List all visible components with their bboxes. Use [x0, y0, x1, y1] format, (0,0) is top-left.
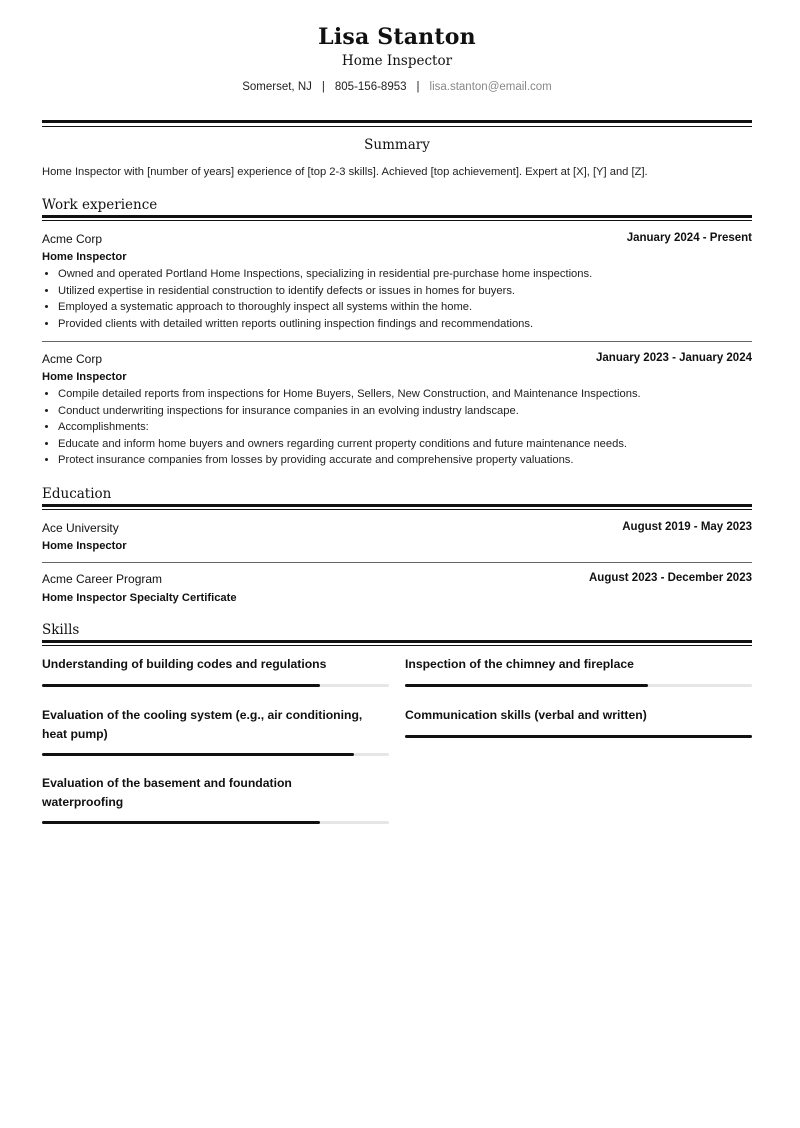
- education-heading: Education: [42, 486, 112, 502]
- contact-line: [42, 81, 752, 93]
- education-school: Ace University: [42, 521, 119, 535]
- list-item: • Owned and operated Portland Home Inspections, specializing in residential pre-purchase home inspections.: [58, 266, 752, 283]
- experience-divider-thick: [42, 215, 752, 218]
- candidate-name: Lisa Stanton: [318, 24, 476, 50]
- skill-level-fill: [42, 753, 354, 756]
- job-role: Home Inspector: [42, 371, 127, 383]
- summary-heading: Summary: [364, 137, 430, 153]
- skills-divider-thick: [42, 640, 752, 643]
- candidate-title: Home Inspector: [341, 53, 453, 69]
- skill-item: [405, 655, 752, 674]
- contact-separator: |: [321, 81, 325, 93]
- education-dates: August 2023 - December 2023: [589, 572, 752, 584]
- header-divider-thin: [42, 126, 752, 127]
- email-link[interactable]: lisa.stanton@email.com: [429, 81, 552, 93]
- skill-name: Inspection of the chimney and fireplace: [405, 657, 634, 671]
- skill-item: [42, 706, 389, 744]
- skill-item: [405, 706, 752, 725]
- skill-level-track: [405, 735, 752, 738]
- job-dates: January 2023 - January 2024: [596, 352, 752, 364]
- job-company: Acme Corp: [42, 232, 103, 246]
- contact-separator: |: [416, 81, 420, 93]
- job-bullets: [42, 266, 752, 332]
- skill-name: Understanding of building codes and regulations: [42, 657, 327, 671]
- skill-level-track: [42, 684, 389, 687]
- skill-name: Evaluation of the basement and foundation waterproofing: [42, 776, 292, 809]
- education-divider-thin: [42, 509, 752, 510]
- skill-level-track: [42, 821, 389, 824]
- skill-level-track: [42, 753, 389, 756]
- education-divider: [42, 562, 752, 563]
- list-item: • Provided clients with detailed written reports outlining inspection findings and recommendations.: [58, 316, 752, 333]
- skill-item: [42, 655, 389, 674]
- list-item: • Educate and inform home buyers and owners regarding current property conditions and future maintenance needs.: [58, 436, 752, 453]
- list-item: • Utilized expertise in residential construction to identify defects or issues in homes for buyers.: [58, 283, 752, 300]
- education-divider-thick: [42, 504, 752, 507]
- location: Somerset, NJ: [242, 81, 312, 93]
- header-divider-thick: [42, 120, 752, 123]
- experience-divider-thin: [42, 220, 752, 221]
- job-divider: [42, 341, 752, 342]
- job-company: Acme Corp: [42, 352, 103, 366]
- list-item: • Accomplishments:: [58, 419, 752, 436]
- job-role: Home Inspector: [42, 251, 127, 263]
- education-degree: Home Inspector: [42, 540, 127, 552]
- education-school: Acme Career Program: [42, 572, 163, 586]
- list-item: • Conduct underwriting inspections for insurance companies in an evolving industry landscape.: [58, 403, 752, 420]
- skill-level-fill: [405, 684, 648, 687]
- skill-item: [42, 774, 342, 812]
- education-dates: August 2019 - May 2023: [622, 521, 752, 533]
- skill-level-fill: [42, 821, 320, 824]
- job-bullets: [42, 386, 752, 469]
- skills-heading: Skills: [42, 622, 80, 638]
- phone: 805-156-8953: [334, 81, 407, 93]
- list-item: • Compile detailed reports from inspections for Home Buyers, Sellers, New Construction, and Maintenance Inspections.: [58, 386, 752, 403]
- skill-level-track: [405, 684, 752, 687]
- skill-level-fill: [405, 735, 752, 738]
- skill-level-fill: [42, 684, 320, 687]
- education-degree: Home Inspector Specialty Certificate: [42, 592, 237, 604]
- list-item: • Employed a systematic approach to thoroughly inspect all systems within the home.: [58, 299, 752, 316]
- skill-name: Evaluation of the cooling system (e.g., air conditioning, heat pump): [42, 708, 363, 741]
- job-dates: January 2024 - Present: [626, 232, 752, 244]
- experience-heading: Work experience: [42, 197, 158, 213]
- summary-text: Home Inspector with [number of years] experience of [top 2-3 skills]. Achieved [top achievement]. Expert at [X], [Y] and [Z].: [42, 166, 648, 178]
- skills-divider-thin: [42, 645, 752, 646]
- skill-name: Communication skills (verbal and written): [405, 708, 647, 722]
- list-item: • Protect insurance companies from losses by providing accurate and comprehensive property valuations.: [58, 452, 752, 469]
